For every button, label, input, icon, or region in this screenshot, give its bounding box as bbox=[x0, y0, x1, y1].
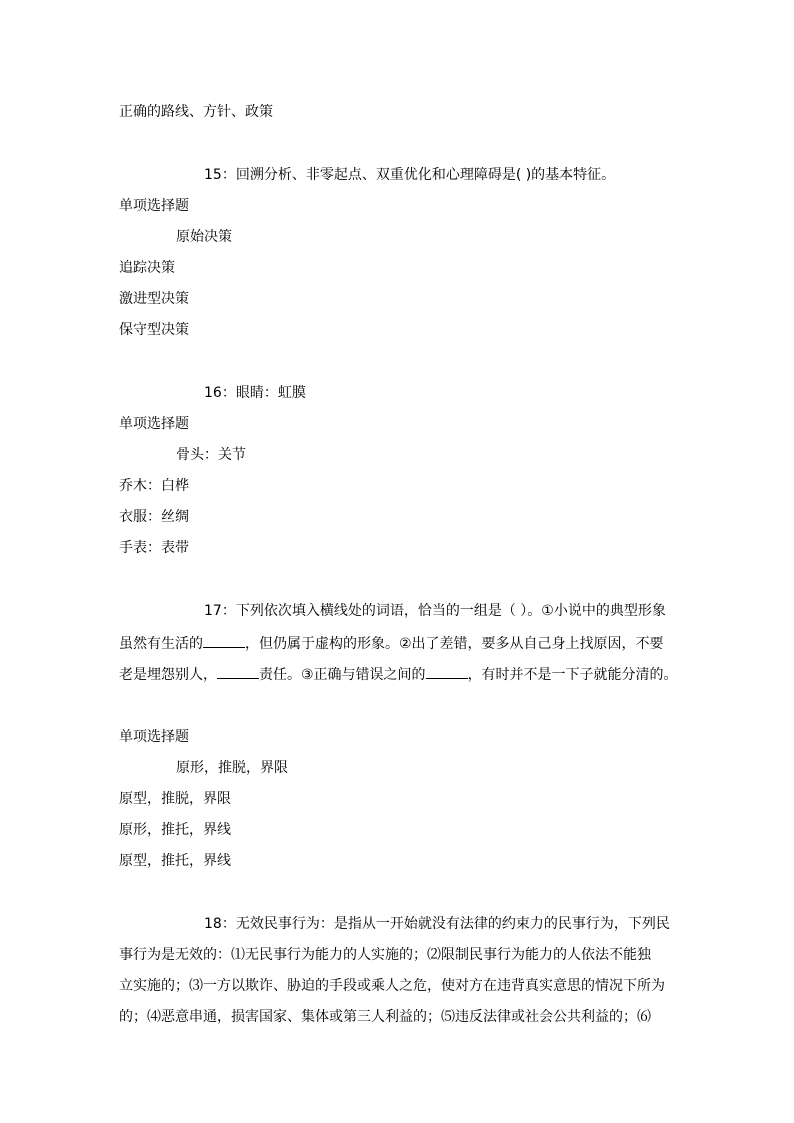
question-15-type: 单项选择题 bbox=[119, 198, 189, 214]
question-17-text-segment: ，但仍属于虚构的形象。②出了差错，要多从自己身上找原因，不要 bbox=[245, 636, 664, 652]
fill-blank bbox=[426, 664, 468, 679]
question-18-prompt-line-2: 事行为是无效的：⑴无民事行为能力的人实施的；⑵限制民事行为能力的人依法不能独 bbox=[119, 947, 651, 963]
question-16-option-d[interactable]: 手表：表带 bbox=[119, 540, 189, 556]
question-17-type: 单项选择题 bbox=[119, 729, 189, 745]
question-17-text-segment: 虽然有生活的 bbox=[119, 636, 203, 652]
intro-line: 正确的路线、方针、政策 bbox=[119, 104, 273, 120]
question-18-prompt-line-4: 的；⑷恶意串通，损害国家、集体或第三人利益的；⑸违反法律或社会公共利益的；⑹ bbox=[119, 1009, 651, 1025]
question-17-option-d[interactable]: 原型，推托，界线 bbox=[119, 853, 231, 869]
question-16-type: 单项选择题 bbox=[119, 416, 189, 432]
question-17-prompt-line-3 bbox=[119, 664, 678, 685]
question-17-text-segment: ，有时并不是一下子就能分清的。 bbox=[467, 667, 678, 683]
question-18-prompt-line-1: 18：无效民事行为：是指从一开始就没有法律的约束力的民事行为，下列民 bbox=[204, 916, 670, 932]
fill-blank bbox=[203, 633, 245, 648]
question-17-prompt-line-2 bbox=[119, 633, 664, 654]
question-15-prompt: 15：回溯分析、非零起点、双重优化和心理障碍是( )的基本特征。 bbox=[204, 167, 616, 183]
question-17-text-segment: 老是埋怨别人， bbox=[119, 667, 217, 683]
question-16-option-a[interactable]: 骨头：关节 bbox=[176, 447, 246, 463]
question-15-option-c[interactable]: 激进型决策 bbox=[119, 291, 189, 307]
question-16-prompt: 16：眼睛：虹膜 bbox=[204, 385, 306, 401]
question-15-option-a[interactable]: 原始决策 bbox=[176, 229, 232, 245]
question-16-option-b[interactable]: 乔木：白桦 bbox=[119, 478, 189, 494]
question-15-option-b[interactable]: 追踪决策 bbox=[119, 260, 175, 276]
question-17-prompt-line-1: 17：下列依次填入横线处的词语，恰当的一组是（ ）。①小说中的典型形象 bbox=[204, 603, 666, 619]
question-17-option-b[interactable]: 原型，推脱，界限 bbox=[119, 791, 231, 807]
question-17-option-a[interactable]: 原形，推脱，界限 bbox=[176, 760, 288, 776]
question-17-text-segment: 责任。③正确与错误之间的 bbox=[259, 667, 426, 683]
question-16-option-c[interactable]: 衣服：丝绸 bbox=[119, 509, 189, 525]
question-17-option-c[interactable]: 原形，推托，界线 bbox=[119, 822, 231, 838]
question-18-prompt-line-3: 立实施的；⑶一方以欺诈、胁迫的手段或乘人之危，使对方在违背真实意思的情况下所为 bbox=[119, 978, 665, 994]
fill-blank bbox=[217, 664, 259, 679]
question-15-option-d[interactable]: 保守型决策 bbox=[119, 322, 189, 338]
